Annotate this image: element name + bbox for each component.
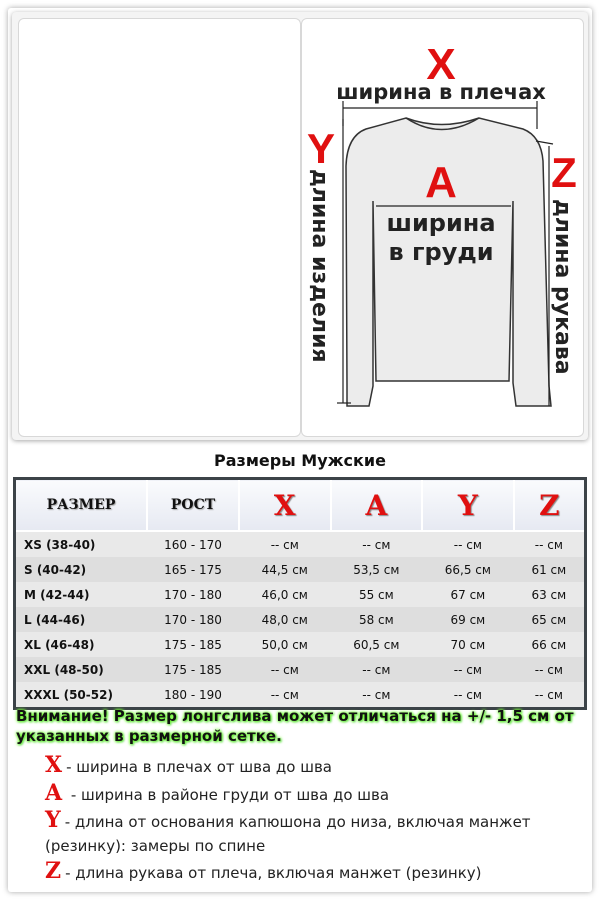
page-title: Размеры Мужские bbox=[214, 451, 386, 470]
value-cell: 53,5 см bbox=[331, 557, 423, 582]
value-cell: 61 см bbox=[514, 557, 586, 582]
header-a: A bbox=[331, 479, 423, 532]
value-cell: 44,5 см bbox=[239, 557, 331, 582]
y-label: длина изделия bbox=[307, 169, 332, 363]
a-label-line2: в груди bbox=[388, 238, 494, 266]
size-cell: L (44-46) bbox=[15, 607, 148, 632]
value-cell: 65 см bbox=[514, 607, 586, 632]
size-cell: M (42-44) bbox=[24, 587, 90, 602]
value-cell: 48,0 см bbox=[239, 607, 331, 632]
header-size: РАЗМЕР bbox=[15, 479, 148, 532]
value-cell: -- см bbox=[362, 687, 391, 702]
value-cell: 165 - 175 bbox=[147, 557, 239, 582]
header-z: Z bbox=[514, 479, 586, 532]
value-cell: -- см bbox=[270, 687, 299, 702]
legend-letter: A bbox=[45, 780, 63, 806]
value-cell: 70 см bbox=[450, 637, 486, 652]
header-height: РОСТ bbox=[147, 479, 239, 532]
table-header-row bbox=[15, 479, 586, 532]
legend bbox=[45, 752, 565, 886]
value-cell: -- см bbox=[453, 537, 482, 552]
value-cell: 175 - 185 bbox=[164, 637, 222, 652]
legend-letter: Z bbox=[45, 858, 62, 884]
value-cell: 66 см bbox=[531, 637, 567, 652]
value-cell: 55 см bbox=[358, 587, 394, 602]
size-cell: XS (38-40) bbox=[24, 537, 96, 552]
header-x: X bbox=[239, 479, 331, 532]
z-label: длина рукава bbox=[550, 199, 575, 375]
value-cell: -- см bbox=[534, 537, 563, 552]
value-cell: -- см bbox=[422, 657, 514, 682]
value-cell: -- см bbox=[514, 657, 586, 682]
legend-item-a bbox=[45, 780, 565, 808]
legend-item-z bbox=[45, 858, 565, 886]
table-row bbox=[15, 632, 586, 657]
value-cell: -- см bbox=[453, 687, 482, 702]
value-cell: 69 см bbox=[422, 607, 514, 632]
legend-letter: Y bbox=[45, 807, 61, 833]
table-row bbox=[15, 682, 586, 709]
a-letter: A bbox=[425, 158, 457, 207]
x-letter: X bbox=[426, 40, 456, 89]
value-cell: -- см bbox=[331, 657, 423, 682]
size-cell: XL (46-48) bbox=[24, 637, 95, 652]
value-cell: -- см bbox=[362, 537, 391, 552]
value-cell: 63 см bbox=[531, 587, 567, 602]
value-cell: 58 см bbox=[331, 607, 423, 632]
value-cell: -- см bbox=[270, 537, 299, 552]
value-cell: 160 - 170 bbox=[164, 537, 222, 552]
legend-item-y bbox=[45, 808, 565, 858]
product-photo-panel bbox=[18, 18, 301, 437]
legend-text: - ширина в плечах от шва до шва bbox=[66, 758, 332, 776]
legend-letter: X bbox=[45, 752, 63, 778]
legend-item-x bbox=[45, 752, 565, 780]
value-cell: 66,5 см bbox=[422, 557, 514, 582]
measurement-diagram-panel bbox=[301, 18, 584, 437]
size-cell: XXXL (50-52) bbox=[24, 687, 113, 702]
table-row bbox=[15, 557, 586, 582]
value-cell: 175 - 185 bbox=[147, 657, 239, 682]
value-cell: 170 - 180 bbox=[164, 587, 222, 602]
value-cell: -- см bbox=[239, 657, 331, 682]
value-cell: -- см bbox=[534, 687, 563, 702]
legend-text: - длина от основания капюшона до низа, включая манжет (резинку): замеры по спине bbox=[45, 813, 531, 855]
value-cell: 67 см bbox=[450, 587, 486, 602]
x-label: ширина в плечах bbox=[336, 80, 546, 104]
size-cell: XXL (48-50) bbox=[15, 657, 148, 682]
value-cell: 170 - 180 bbox=[147, 607, 239, 632]
table-row bbox=[15, 582, 586, 607]
warning-note: Внимание! Размер лонгслива может отличаться на +/- 1,5 см от указанных в размерной сетке. bbox=[16, 707, 574, 745]
legend-text: - ширина в районе груди от шва до шва bbox=[66, 786, 390, 804]
product-image-area bbox=[12, 12, 588, 440]
table-row bbox=[15, 657, 586, 682]
z-letter: Z bbox=[551, 149, 577, 196]
table-row bbox=[15, 607, 586, 632]
header-y: Y bbox=[422, 479, 514, 532]
size-cell: S (40-42) bbox=[15, 557, 148, 582]
value-cell: 180 - 190 bbox=[164, 687, 222, 702]
value-cell: 50,0 см bbox=[261, 637, 308, 652]
value-cell: 46,0 см bbox=[261, 587, 308, 602]
size-table bbox=[13, 477, 587, 710]
table-row bbox=[15, 531, 586, 557]
value-cell: 60,5 см bbox=[353, 637, 400, 652]
legend-text: - длина рукава от плеча, включая манжет (резинку) bbox=[65, 864, 482, 882]
a-label-line1: ширина bbox=[386, 209, 496, 237]
sweater-diagram bbox=[302, 19, 583, 436]
y-letter: Y bbox=[306, 125, 336, 172]
